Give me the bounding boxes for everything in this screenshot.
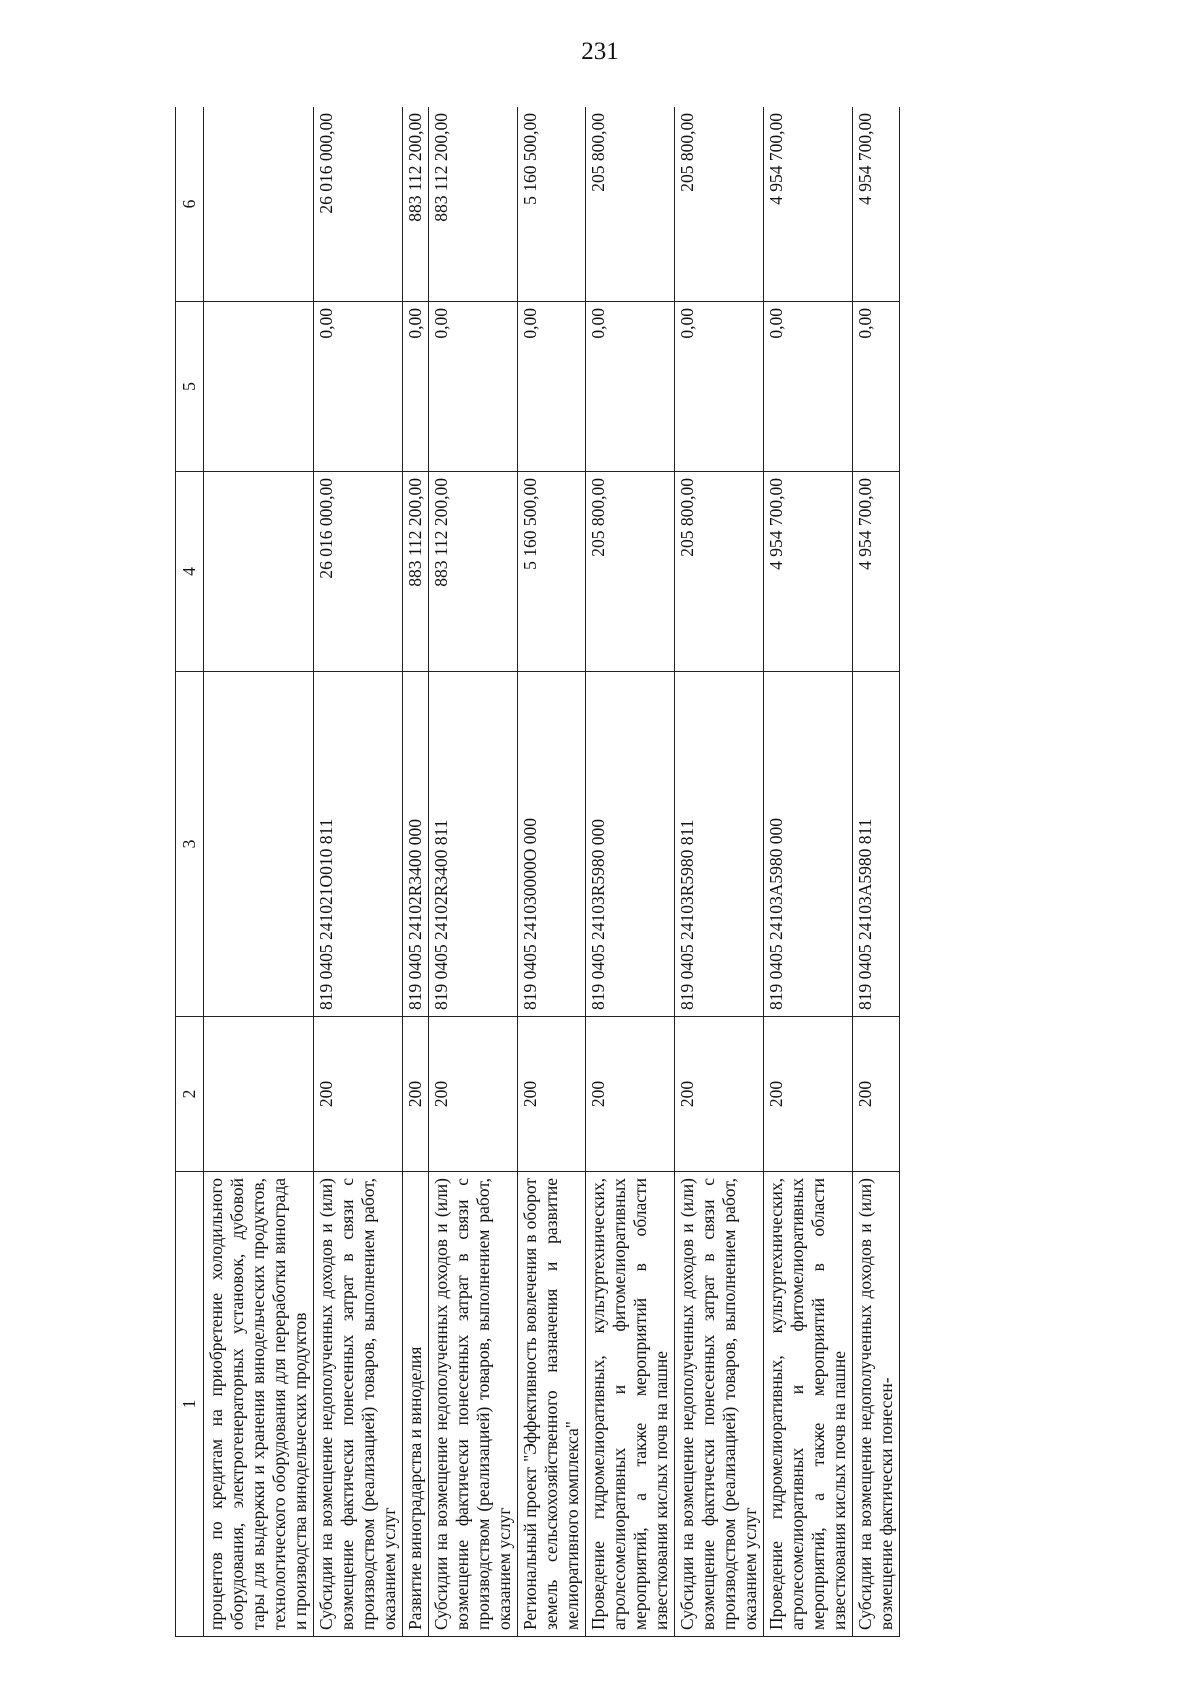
row-col6: 883 112 200,00 [429,107,518,302]
row-col4: 26 016 000,00 [314,472,403,672]
row-col4: 205 800,00 [586,472,675,672]
table-row [675,107,764,1637]
row-name: Проведение гидромелиоративных, культуртехнических, агролесомелиоративных и фитомелиоративных мероприятий, а также мероприятий в области известкования кислых почв на пашне [764,1172,853,1637]
row-col2: 200 [518,1017,586,1172]
header-cell-1: 1 [176,1172,204,1637]
row-col6: 205 800,00 [675,107,764,302]
header-row [176,107,204,1637]
row-col2 [204,1017,314,1172]
table-row [853,107,900,1637]
header-cell-4: 4 [176,472,204,672]
table-row [314,107,403,1637]
row-col4: 883 112 200,00 [429,472,518,672]
row-col2: 200 [853,1017,900,1172]
table-row [429,107,518,1637]
row-col4: 205 800,00 [675,472,764,672]
row-col6: 4 954 700,00 [853,107,900,302]
row-col5: 0,00 [518,302,586,472]
budget-table [175,107,900,1637]
row-col4: 883 112 200,00 [403,472,429,672]
row-name: Проведение гидромелиоративных, культуртехнических, агролесомелиоративных и фитомелиоративных мероприятий, а также мероприятий в области известкования кислых почв на пашне [586,1172,675,1637]
row-code: 819 0405 24102R3400 811 [429,672,518,1017]
row-col5: 0,00 [314,302,403,472]
rotated-table [175,107,1105,1637]
header-cell-5: 5 [176,302,204,472]
table-row [403,107,429,1637]
row-name: Развитие виноградарства и виноделия [403,1172,429,1637]
page-number: 231 [581,38,619,65]
table-row [586,107,675,1637]
row-col4: 4 954 700,00 [853,472,900,672]
row-code: 819 0405 241030000О 000 [518,672,586,1017]
row-col6: 4 954 700,00 [764,107,853,302]
table-container [175,107,1105,1637]
row-code: 819 0405 24103R5980 000 [586,672,675,1017]
row-col2: 200 [429,1017,518,1172]
table-row [518,107,586,1637]
row-col5: 0,00 [675,302,764,472]
row-code: 819 0405 24103А5980 811 [853,672,900,1017]
row-col2: 200 [403,1017,429,1172]
row-code [204,672,314,1017]
table-row [764,107,853,1637]
table-row [204,107,314,1637]
row-col6: 883 112 200,00 [403,107,429,302]
row-col5: 0,00 [429,302,518,472]
row-code: 819 0405 24102R3400 000 [403,672,429,1017]
header-cell-6: 6 [176,107,204,302]
row-col6: 26 016 000,00 [314,107,403,302]
row-name: Субсидии на возмещение недополученных доходов и (или) возмещение фактически понесенных затрат в связи с производством (реализацией) товаров, выполнением работ, оказанием услуг [675,1172,764,1637]
row-name: Региональный проект "Эффективность вовлечения в оборот земель сельскохозяйственного назначения и развитие мелиоративного комплекса" [518,1172,586,1637]
row-name: процентов по кредитам на приобретение холодильного оборудования, электрогенераторных установок, дубовой тары для выдержки и хранения винодельческих продуктов, технологического оборудования для переработки винограда и производства винодельческих продуктов [204,1172,314,1637]
row-col4: 5 160 500,00 [518,472,586,672]
header-cell-3: 3 [176,672,204,1017]
row-col6 [204,107,314,302]
row-col5: 0,00 [403,302,429,472]
row-col5 [204,302,314,472]
row-code: 819 0405 24103R5980 811 [675,672,764,1017]
row-col5: 0,00 [586,302,675,472]
row-col6: 5 160 500,00 [518,107,586,302]
row-code: 819 0405 24103А5980 000 [764,672,853,1017]
row-col6: 205 800,00 [586,107,675,302]
row-col4: 4 954 700,00 [764,472,853,672]
row-col2: 200 [675,1017,764,1172]
row-col2: 200 [586,1017,675,1172]
row-name: Субсидии на возмещение недополученных доходов и (или) возмещение фактически понесенных затрат в связи с производством (реализацией) товаров, выполнением работ, оказанием услуг [429,1172,518,1637]
row-name: Субсидии на возмещение недополученных доходов и (или) возмещение фактически понесенных затрат в связи с производством (реализацией) товаров, выполнением работ, оказанием услуг [314,1172,403,1637]
row-col5: 0,00 [853,302,900,472]
row-name: Субсидии на возмещение недополученных доходов и (или) возмещение фактически понесен- [853,1172,900,1637]
row-col2: 200 [314,1017,403,1172]
row-col2: 200 [764,1017,853,1172]
header-cell-2: 2 [176,1017,204,1172]
row-col5: 0,00 [764,302,853,472]
row-col4 [204,472,314,672]
row-code: 819 0405 241021О010 811 [314,672,403,1017]
